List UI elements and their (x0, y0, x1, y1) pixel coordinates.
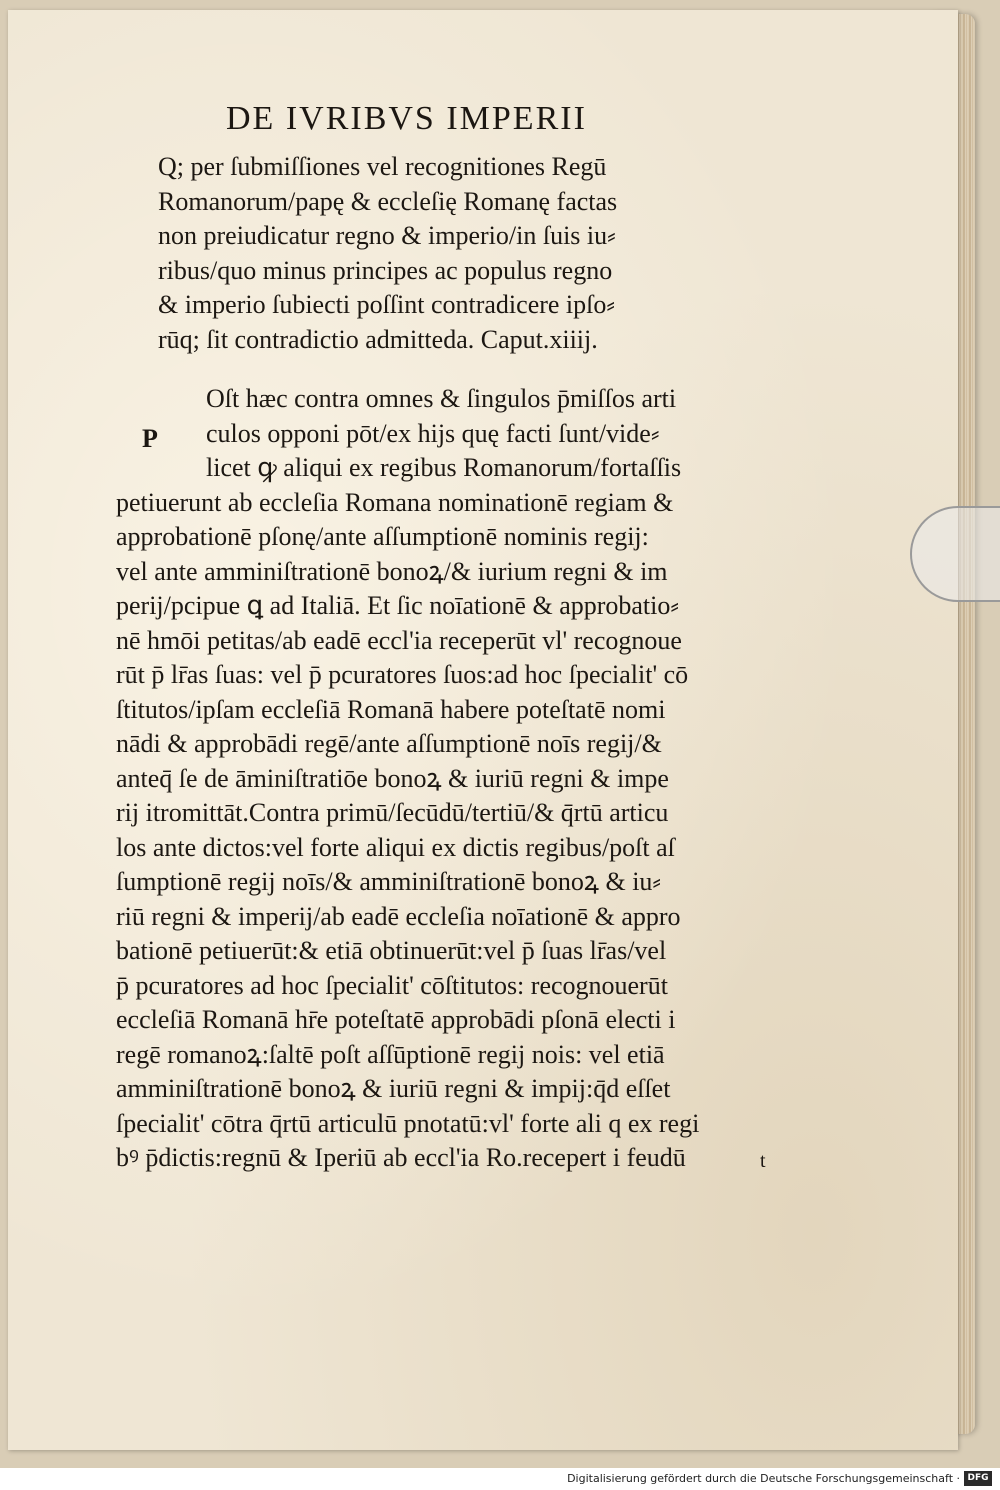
body-line: approbationē pſonę/ante aſſumptionē nominis regij: (116, 522, 649, 551)
show-through-text (126, 178, 133, 214)
body-line: ſtitutos/ipſam eccleſiā Romanā habere poteſtatē nomi (116, 694, 666, 724)
body-line: perij/pcipue ꝗ ad Italiā. Et ſic noīationē & approbatio⸗ (116, 591, 680, 620)
body-line: nādi & approbādi regē/ante aſſumptionē noīs regij/& (116, 729, 662, 758)
body-line: ſpecialit' cōtra q̄rtū articulū pnotatū:vl' forte ali q ex regi (116, 1108, 700, 1138)
body-line: riū regni & imperij/ab eadē eccleſia noīationē & appro (116, 901, 681, 931)
body-line: petiuerunt ab eccleſia Romana nominationē regiam & (116, 487, 674, 517)
summary-line: Romanorum/papę & eccleſię Romanę factas (158, 186, 618, 216)
summary-line: ribus/quo minus principes ac populus regno (158, 255, 613, 285)
body-line: ſumptionē regij noīs/& amminiſtrationē bonoꝝ & iu⸗ (116, 867, 662, 896)
body-line: bꝰ p̄dictis:regnū & Iperiū ab eccl'ia Ro.recepert i feudū (116, 1143, 686, 1172)
body-line: rij itromittāt.Contra primū/ſecūdū/tertiū/& q̄rtū articu (116, 798, 669, 827)
initial-letter: P (142, 424, 158, 453)
body-line: p̄ pcuratores ad hoc ſpecialit' cōſtitutos: recognouerūt (116, 970, 668, 1000)
body-line: rūt p̄ lr̄as ſuas: vel p̄ pcuratores ſuos:ad hoc ſpecialit' cō (116, 660, 689, 689)
summary-line: non preiudicatur regno & imperio/in ſuis iu⸗ (158, 221, 616, 250)
page-clip-tab (910, 506, 1000, 602)
body-line: amminiſtrationē bonoꝝ & iuriū regni & impij:q̄d eſſet (116, 1074, 671, 1103)
body-line: regē romanoꝝ:ſaltē poſt aſſūptionē regij nois: vel etiā (116, 1039, 665, 1069)
summary-line: & imperio ſubiecti poſſint contradicere ipſo⸗ (158, 290, 616, 319)
summary-line: rūq; ſit contradictio admitteda. Caput.xiiij. (158, 324, 598, 354)
funding-credit: Digitalisierung gefördert durch die Deutsche Forschungsgemeinschaft · (567, 1472, 960, 1485)
body-line: anteq̄ ſe de āminiſtratiōe bonoꝝ & iuriū regni & impe (116, 763, 669, 793)
body-line: bationē petiuerūt:& etiā obtinuerūt:vel p̄ ſuas lr̄as/vel (116, 936, 667, 965)
page-mark: t (760, 1150, 766, 1172)
body-line: los ante dictos:vel forte aliqui ex dictis regibus/poſt aſ (116, 832, 675, 862)
body-line: nē hmōi petitas/ab eadē eccl'ia receperūt vl' recognoue (116, 625, 682, 655)
summary-line: Q; per ſubmiſſiones vel recognitiones Regū (158, 152, 607, 181)
show-through-text-right (808, 160, 815, 196)
body-line: eccleſiā Romanā hr̄e poteſtatē approbādi pſonā electi i (116, 1005, 676, 1034)
chapter-summary (158, 150, 617, 357)
body-line: culos opponi pōt/ex hijs quę facti ſunt/vide⸗ (206, 418, 660, 448)
body-line: vel ante amminiſtrationē bonoꝝ/& iurium regni & im (116, 556, 668, 586)
dfg-logo: DFG (964, 1471, 992, 1486)
body-line: Oſt hæc contra omnes & ſingulos p̄miſſos arti (206, 384, 677, 413)
body-text (116, 382, 699, 1176)
digitization-footer (0, 1468, 1000, 1490)
running-heading: DE IVRIBVS IMPERII (226, 100, 587, 137)
body-line: licet ꝙ aliqui ex regibus Romanorum/fortaſſis (206, 453, 682, 482)
